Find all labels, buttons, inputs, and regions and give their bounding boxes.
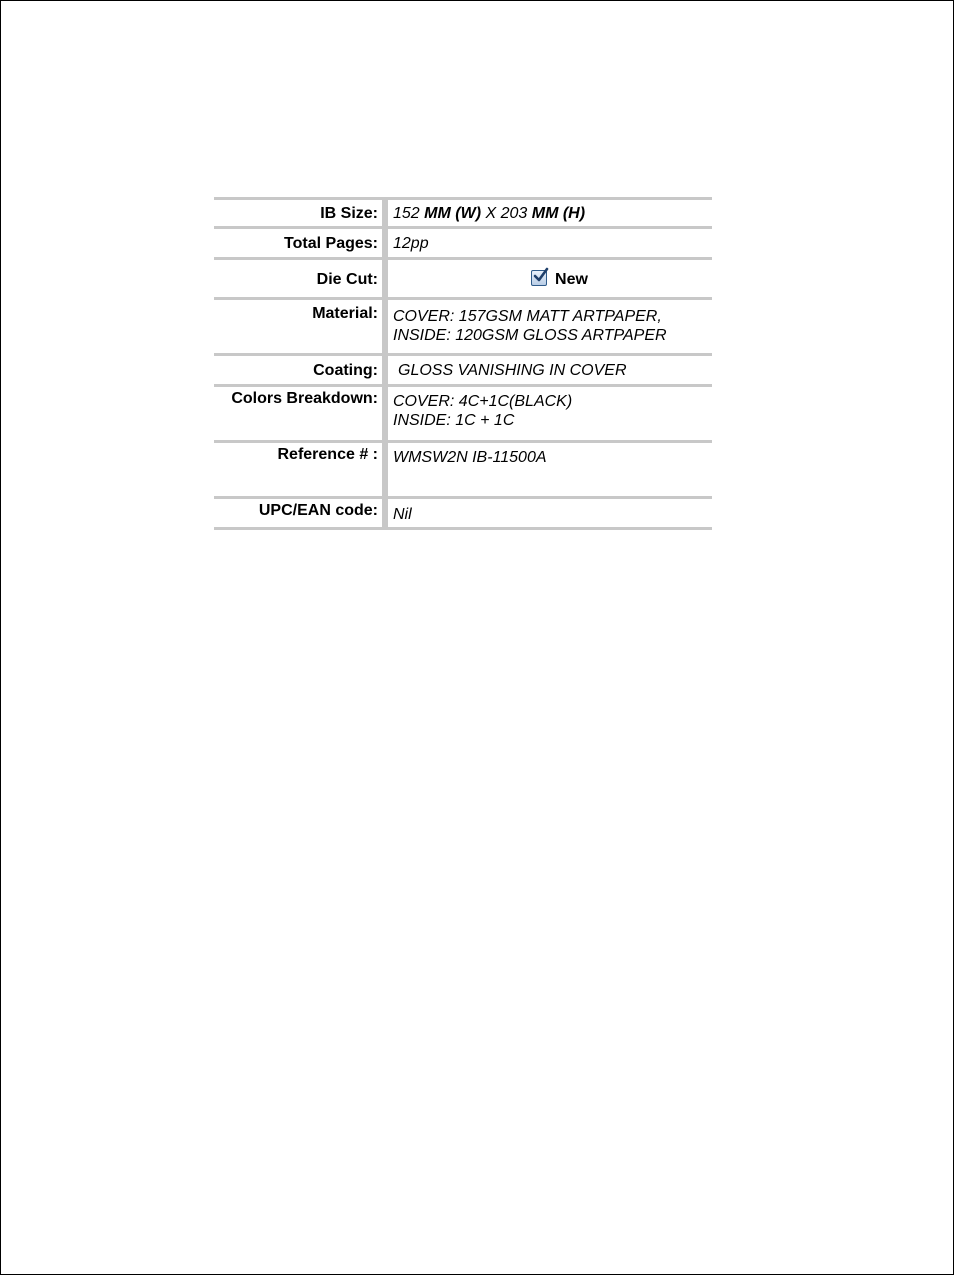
upc-ean-label: UPC/EAN code: [258,502,378,519]
coating-value: GLOSS VANISHING IN COVER [398,362,627,379]
ib-size-times: X [485,205,497,222]
spec-row-upc-ean [214,498,712,529]
material-value [393,300,712,353]
spec-row-colors-breakdown [214,386,712,442]
die-cut-option[interactable] [407,270,712,289]
die-cut-option-label: New [555,271,588,288]
colors-breakdown-value [393,387,712,440]
spec-row-total-pages [214,228,712,259]
material-inside: INSIDE: 120GSM GLOSS ARTPAPER [393,327,667,344]
colors-cover: COVER: 4C+1C(BLACK) [393,393,573,410]
colors-inside: INSIDE: 1C + 1C [393,412,515,429]
material-cover: COVER: 157GSM MATT ARTPAPER, [393,308,662,325]
total-pages-label: Total Pages: [284,235,378,252]
ib-size-height-number: 203 [500,205,528,222]
spec-row-material [214,299,712,355]
ib-size-width-number: 152 [393,205,420,222]
ib-size-height-unit: MM (H) [531,205,586,222]
total-pages-value: 12pp [393,235,429,252]
reference-value: WMSW2N IB-11500A [393,449,547,466]
reference-label: Reference # : [277,446,378,463]
ib-size-label: IB Size: [320,205,378,222]
ib-size-value [393,200,712,226]
material-label: Material: [312,305,378,322]
ib-size-width-unit: MM (W) [424,205,482,222]
die-cut-label: Die Cut: [316,271,378,288]
colors-breakdown-label: Colors Breakdown: [231,390,378,407]
coating-label: Coating: [313,362,378,379]
spec-row-ib-size [214,199,712,228]
checkbox-checked-icon[interactable] [531,270,547,286]
spec-row-coating [214,355,712,386]
spec-table [214,197,712,530]
upc-ean-value: Nil [393,506,412,523]
spec-row-die-cut [214,259,712,299]
spec-row-reference [214,442,712,498]
